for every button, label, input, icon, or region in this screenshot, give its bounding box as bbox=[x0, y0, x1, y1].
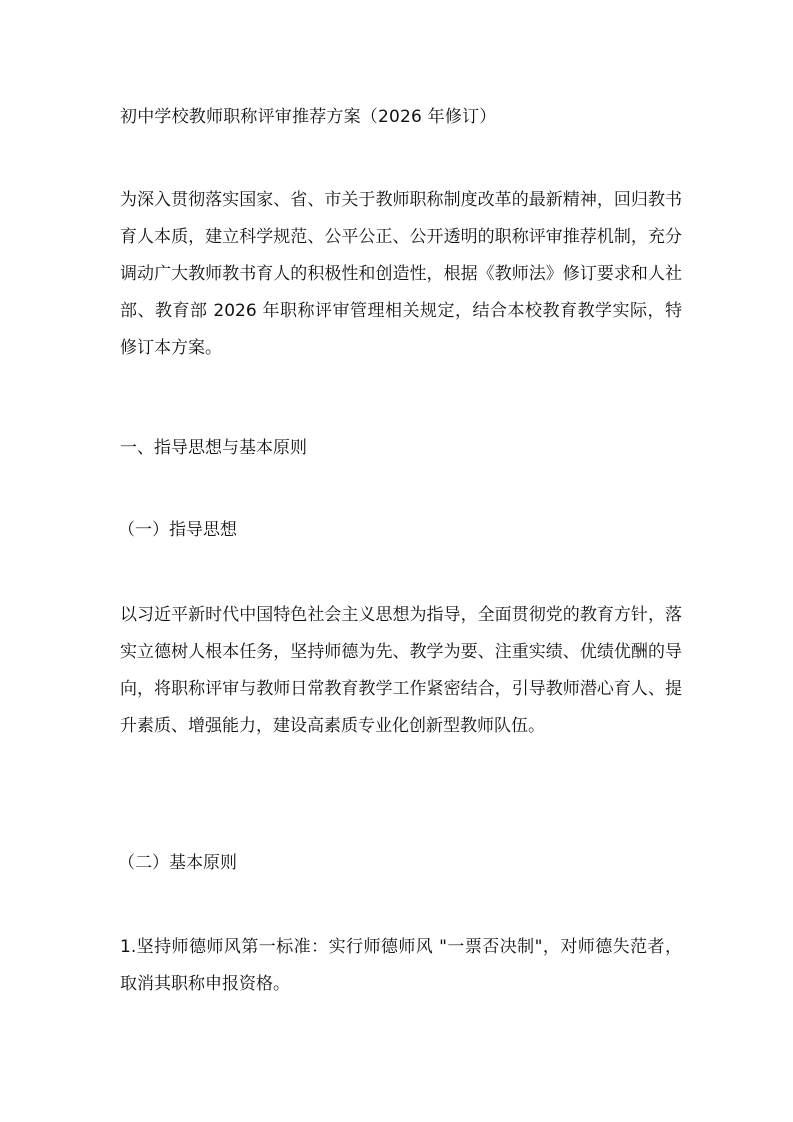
document-title: 初中学校教师职称评审推荐方案（2026 年修订） bbox=[120, 107, 497, 127]
guiding-ideology-paragraph: 以习近平新时代中国特色社会主义思想为指导，全面贯彻党的教育方针，落实立德树人根本任务，坚持师德为先、教学为要、注重实绩、优绩优酬的导向，将职称评审与教师日常教育教学工作紧密结合，引导教师潜心育人、提升素质、增强能力，建设高素质专业化创新型教师队伍。 bbox=[120, 605, 682, 736]
subsection-heading-basic-principles: （二）基本原则 bbox=[118, 853, 237, 873]
principle-item: 1.坚持师德师风第一标准：实行师德师风 "一票否决制"，对师德失范者，取消其职称申报资格。 bbox=[120, 937, 682, 994]
section-heading: 一、指导思想与基本原则 bbox=[120, 438, 307, 458]
intro-paragraph: 为深入贯彻落实国家、省、市关于教师职称制度改革的最新精神，回归教书育人本质，建立科学规范、公平公正、公开透明的职称评审推荐机制，充分调动广大教师教书育人的积极性和创造性，根据《教师法》修订要求和人社部、教育部 2026 年职称评审管理相关规定，结合本校教育教学实际，特修订本方案。 bbox=[120, 190, 682, 358]
subsection-heading-guiding-ideology: （一）指导思想 bbox=[118, 520, 237, 540]
